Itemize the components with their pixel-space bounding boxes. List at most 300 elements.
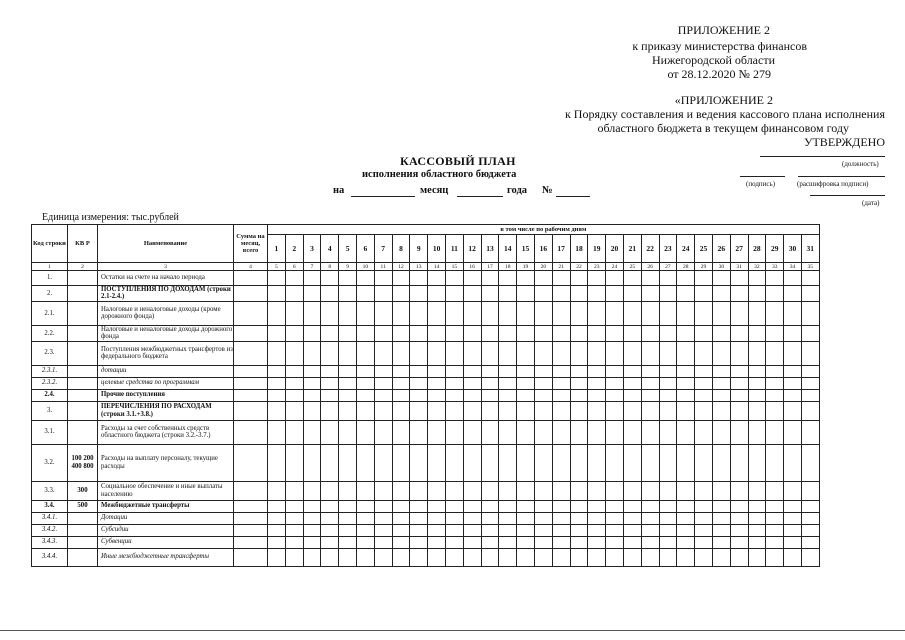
row-code: 2.: [32, 286, 68, 302]
row-day-cell: [801, 365, 819, 377]
row-day-cell: [268, 377, 286, 389]
row-day-cell: [463, 389, 481, 401]
row-day-cell: [801, 500, 819, 512]
row-day-cell: [570, 524, 588, 536]
row-day-cell: [677, 536, 695, 548]
row-day-cell: [784, 536, 802, 548]
row-day-cell: [303, 389, 321, 401]
row-day-cell: [641, 444, 659, 481]
row-code: 3.4.1.: [32, 512, 68, 524]
col-number-16: 16: [463, 263, 481, 271]
row-day-cell: [570, 286, 588, 302]
plan-month-line: [457, 196, 503, 197]
row-kvr: [68, 325, 98, 341]
row-day-cell: [784, 341, 802, 365]
row-day-cell: [374, 271, 392, 286]
row-day-cell: [784, 286, 802, 302]
table-row: [32, 548, 820, 566]
row-day-cell: [534, 524, 552, 536]
row-day-cell: [659, 420, 677, 444]
row-day-cell: [588, 271, 606, 286]
row-day-cell: [623, 420, 641, 444]
row-day-cell: [356, 524, 374, 536]
col-number-15: 15: [445, 263, 463, 271]
header-day-23: 23: [659, 235, 677, 263]
col-number-24: 24: [606, 263, 624, 271]
row-day-cell: [463, 301, 481, 325]
row-day-cell: [392, 271, 410, 286]
row-day-cell: [801, 401, 819, 420]
col-number-9: 9: [339, 263, 357, 271]
header-day-20: 20: [606, 235, 624, 263]
row-day-cell: [588, 500, 606, 512]
row-day-cell: [552, 536, 570, 548]
row-day-cell: [552, 286, 570, 302]
row-day-cell: [730, 341, 748, 365]
row-day-cell: [534, 325, 552, 341]
row-kvr: 500: [68, 500, 98, 512]
row-day-cell: [481, 325, 499, 341]
row-day-cell: [606, 325, 624, 341]
row-day-cell: [623, 548, 641, 566]
row-day-cell: [339, 325, 357, 341]
row-name: целевые средства по программам: [98, 377, 234, 389]
row-day-cell: [499, 271, 517, 286]
row-day-cell: [303, 500, 321, 512]
row-day-cell: [552, 401, 570, 420]
row-sum: [234, 548, 268, 566]
row-day-cell: [623, 500, 641, 512]
row-day-cell: [570, 325, 588, 341]
row-day-cell: [570, 301, 588, 325]
row-day-cell: [463, 401, 481, 420]
row-day-cell: [285, 500, 303, 512]
row-day-cell: [623, 377, 641, 389]
row-sum: [234, 420, 268, 444]
row-day-cell: [606, 377, 624, 389]
header-day-15: 15: [517, 235, 535, 263]
row-day-cell: [534, 500, 552, 512]
row-day-cell: [481, 341, 499, 365]
row-day-cell: [748, 377, 766, 389]
row-day-cell: [410, 512, 428, 524]
row-day-cell: [517, 341, 535, 365]
row-day-cell: [481, 481, 499, 500]
position-line: [760, 156, 885, 157]
row-day-cell: [730, 301, 748, 325]
row-day-cell: [552, 325, 570, 341]
row-day-cell: [588, 401, 606, 420]
header-sum: Сумма на месяц, всего: [234, 225, 268, 263]
row-day-cell: [285, 271, 303, 286]
row-day-cell: [285, 325, 303, 341]
row-day-cell: [588, 301, 606, 325]
row-day-cell: [410, 286, 428, 302]
row-day-cell: [766, 500, 784, 512]
row-day-cell: [570, 481, 588, 500]
row-day-cell: [321, 325, 339, 341]
row-day-cell: [534, 512, 552, 524]
row-day-cell: [659, 512, 677, 524]
row-day-cell: [748, 401, 766, 420]
row-day-cell: [428, 524, 446, 536]
row-day-cell: [623, 365, 641, 377]
row-code: 3.1.: [32, 420, 68, 444]
row-day-cell: [659, 365, 677, 377]
row-day-cell: [374, 481, 392, 500]
row-kvr: 300: [68, 481, 98, 500]
row-day-cell: [784, 444, 802, 481]
plan-number-line: [556, 196, 590, 197]
row-day-cell: [748, 271, 766, 286]
row-day-cell: [730, 365, 748, 377]
row-sum: [234, 524, 268, 536]
row-day-cell: [268, 481, 286, 500]
row-day-cell: [623, 301, 641, 325]
row-sum: [234, 389, 268, 401]
row-day-cell: [499, 341, 517, 365]
row-day-cell: [712, 536, 730, 548]
row-day-cell: [499, 420, 517, 444]
approved-label: УТВЕРЖДЕНО: [803, 135, 885, 149]
row-day-cell: [481, 444, 499, 481]
row-day-cell: [517, 271, 535, 286]
row-day-cell: [517, 325, 535, 341]
row-day-cell: [499, 548, 517, 566]
header-day-27: 27: [730, 235, 748, 263]
row-day-cell: [534, 389, 552, 401]
row-kvr: [68, 512, 98, 524]
row-day-cell: [588, 524, 606, 536]
header-day-8: 8: [392, 235, 410, 263]
col-number-6: 6: [285, 263, 303, 271]
row-day-cell: [695, 389, 713, 401]
row-day-cell: [766, 401, 784, 420]
row-day-cell: [748, 341, 766, 365]
row-day-cell: [339, 365, 357, 377]
row-day-cell: [588, 444, 606, 481]
row-day-cell: [534, 365, 552, 377]
row-day-cell: [784, 481, 802, 500]
row-day-cell: [784, 548, 802, 566]
row-day-cell: [321, 500, 339, 512]
row-day-cell: [784, 325, 802, 341]
table-row: [32, 286, 820, 302]
row-day-cell: [410, 444, 428, 481]
row-day-cell: [445, 286, 463, 302]
row-day-cell: [534, 481, 552, 500]
row-kvr: 100 200 400 800: [68, 444, 98, 481]
row-day-cell: [641, 420, 659, 444]
row-day-cell: [712, 524, 730, 536]
header-day-25: 25: [695, 235, 713, 263]
row-day-cell: [463, 271, 481, 286]
col-number-14: 14: [428, 263, 446, 271]
row-day-cell: [428, 341, 446, 365]
row-day-cell: [410, 389, 428, 401]
row-day-cell: [570, 548, 588, 566]
row-day-cell: [356, 389, 374, 401]
col-number-2: 2: [68, 263, 98, 271]
row-day-cell: [285, 524, 303, 536]
row-day-cell: [552, 444, 570, 481]
row-day-cell: [623, 325, 641, 341]
header-day-24: 24: [677, 235, 695, 263]
row-day-cell: [392, 481, 410, 500]
row-name: Субвенции: [98, 536, 234, 548]
header-day-9: 9: [410, 235, 428, 263]
row-day-cell: [481, 389, 499, 401]
plan-period-line: [351, 196, 415, 197]
row-day-cell: [463, 325, 481, 341]
row-day-cell: [695, 481, 713, 500]
row-day-cell: [677, 341, 695, 365]
row-day-cell: [499, 377, 517, 389]
row-day-cell: [534, 377, 552, 389]
row-day-cell: [588, 341, 606, 365]
row-day-cell: [445, 325, 463, 341]
signature-caption: (подпись): [746, 180, 776, 188]
row-day-cell: [784, 271, 802, 286]
row-day-cell: [801, 548, 819, 566]
decoding-line: [798, 176, 885, 177]
row-day-cell: [517, 481, 535, 500]
row-day-cell: [570, 365, 588, 377]
row-day-cell: [517, 548, 535, 566]
row-day-cell: [801, 271, 819, 286]
header-day-16: 16: [534, 235, 552, 263]
row-day-cell: [392, 512, 410, 524]
col-number-31: 31: [730, 263, 748, 271]
row-day-cell: [517, 536, 535, 548]
row-day-cell: [517, 301, 535, 325]
row-day-cell: [410, 500, 428, 512]
row-day-cell: [570, 389, 588, 401]
row-day-cell: [499, 286, 517, 302]
row-day-cell: [695, 301, 713, 325]
row-day-cell: [374, 365, 392, 377]
row-day-cell: [303, 377, 321, 389]
row-name: Налоговые и неналоговые доходы (кроме дорожного фонда): [98, 301, 234, 325]
header-day-21: 21: [623, 235, 641, 263]
row-day-cell: [321, 420, 339, 444]
row-day-cell: [801, 389, 819, 401]
unit-label: Единица измерения: тыс.рублей: [42, 212, 179, 223]
table-row: [32, 401, 820, 420]
row-kvr: [68, 401, 98, 420]
row-day-cell: [784, 389, 802, 401]
row-day-cell: [392, 286, 410, 302]
row-day-cell: [766, 444, 784, 481]
row-day-cell: [374, 548, 392, 566]
row-day-cell: [606, 286, 624, 302]
row-day-cell: [463, 524, 481, 536]
row-day-cell: [321, 524, 339, 536]
row-day-cell: [303, 512, 321, 524]
cash-plan-table: [31, 224, 820, 567]
row-day-cell: [303, 365, 321, 377]
row-name: ПЕРЕЧИСЛЕНИЯ ПО РАСХОДАМ (строки 3.1.+3.8.): [98, 401, 234, 420]
row-day-cell: [534, 548, 552, 566]
row-day-cell: [268, 286, 286, 302]
row-day-cell: [321, 286, 339, 302]
row-day-cell: [499, 325, 517, 341]
row-day-cell: [285, 377, 303, 389]
row-day-cell: [392, 301, 410, 325]
row-day-cell: [499, 536, 517, 548]
row-kvr: [68, 377, 98, 389]
signature-line: [740, 176, 785, 177]
row-day-cell: [392, 420, 410, 444]
row-day-cell: [285, 481, 303, 500]
row-day-cell: [570, 500, 588, 512]
row-day-cell: [623, 512, 641, 524]
row-code: 3.: [32, 401, 68, 420]
row-day-cell: [463, 536, 481, 548]
header-day-2: 2: [285, 235, 303, 263]
row-day-cell: [748, 548, 766, 566]
row-name: ПОСТУПЛЕНИЯ ПО ДОХОДАМ (строки 2.1-2.4.): [98, 286, 234, 302]
row-day-cell: [641, 401, 659, 420]
row-day-cell: [517, 389, 535, 401]
row-day-cell: [641, 481, 659, 500]
col-number-8: 8: [321, 263, 339, 271]
row-day-cell: [445, 377, 463, 389]
col-number-5: 5: [268, 263, 286, 271]
row-day-cell: [659, 536, 677, 548]
row-day-cell: [268, 444, 286, 481]
row-day-cell: [356, 444, 374, 481]
row-sum: [234, 444, 268, 481]
row-day-cell: [677, 524, 695, 536]
row-kvr: [68, 524, 98, 536]
row-day-cell: [321, 341, 339, 365]
header-day-28: 28: [748, 235, 766, 263]
row-day-cell: [445, 512, 463, 524]
row-day-cell: [374, 377, 392, 389]
row-day-cell: [677, 389, 695, 401]
row-day-cell: [801, 536, 819, 548]
row-day-cell: [623, 481, 641, 500]
row-day-cell: [534, 444, 552, 481]
row-day-cell: [730, 548, 748, 566]
row-sum: [234, 401, 268, 420]
row-day-cell: [695, 548, 713, 566]
header-code: Код строки: [32, 225, 68, 263]
row-day-cell: [766, 481, 784, 500]
row-day-cell: [356, 365, 374, 377]
header-day-11: 11: [445, 235, 463, 263]
row-day-cell: [481, 512, 499, 524]
row-day-cell: [339, 524, 357, 536]
row-kvr: [68, 286, 98, 302]
row-day-cell: [552, 301, 570, 325]
row-day-cell: [356, 377, 374, 389]
row-day-cell: [677, 271, 695, 286]
row-day-cell: [766, 365, 784, 377]
row-day-cell: [517, 512, 535, 524]
header-day-19: 19: [588, 235, 606, 263]
row-day-cell: [801, 341, 819, 365]
row-day-cell: [268, 548, 286, 566]
row-code: 2.3.2.: [32, 377, 68, 389]
row-kvr: [68, 365, 98, 377]
row-day-cell: [445, 500, 463, 512]
row-day-cell: [410, 301, 428, 325]
row-day-cell: [534, 401, 552, 420]
row-day-cell: [321, 377, 339, 389]
row-day-cell: [463, 500, 481, 512]
table-row: [32, 481, 820, 500]
row-day-cell: [499, 389, 517, 401]
row-day-cell: [481, 536, 499, 548]
row-day-cell: [517, 401, 535, 420]
row-day-cell: [730, 524, 748, 536]
row-day-cell: [748, 500, 766, 512]
row-day-cell: [445, 341, 463, 365]
row-day-cell: [428, 325, 446, 341]
row-day-cell: [428, 365, 446, 377]
row-day-cell: [321, 389, 339, 401]
row-kvr: [68, 389, 98, 401]
col-number-1: 1: [32, 263, 68, 271]
row-day-cell: [588, 536, 606, 548]
row-day-cell: [481, 401, 499, 420]
row-day-cell: [463, 365, 481, 377]
row-day-cell: [410, 536, 428, 548]
row-day-cell: [356, 420, 374, 444]
row-day-cell: [356, 325, 374, 341]
row-day-cell: [374, 301, 392, 325]
table-row: [32, 341, 820, 365]
row-day-cell: [517, 500, 535, 512]
row-day-cell: [784, 512, 802, 524]
row-day-cell: [712, 286, 730, 302]
row-day-cell: [517, 420, 535, 444]
row-day-cell: [784, 301, 802, 325]
plan-number-label: №: [542, 185, 553, 196]
row-day-cell: [303, 341, 321, 365]
row-day-cell: [588, 325, 606, 341]
row-day-cell: [712, 301, 730, 325]
header-day-3: 3: [303, 235, 321, 263]
row-day-cell: [606, 500, 624, 512]
col-number-29: 29: [695, 263, 713, 271]
row-day-cell: [285, 420, 303, 444]
row-day-cell: [748, 536, 766, 548]
row-day-cell: [748, 365, 766, 377]
row-day-cell: [392, 325, 410, 341]
row-day-cell: [356, 271, 374, 286]
row-day-cell: [428, 271, 446, 286]
row-day-cell: [356, 341, 374, 365]
row-day-cell: [641, 365, 659, 377]
row-day-cell: [321, 301, 339, 325]
row-sum: [234, 341, 268, 365]
row-day-cell: [392, 377, 410, 389]
row-day-cell: [695, 377, 713, 389]
inner-appendix-line-2: областного бюджета в текущем финансовом году: [597, 121, 849, 135]
row-day-cell: [428, 420, 446, 444]
row-day-cell: [606, 365, 624, 377]
header-day-4: 4: [321, 235, 339, 263]
row-day-cell: [659, 500, 677, 512]
row-day-cell: [588, 286, 606, 302]
plan-title: КАССОВЫЙ ПЛАН: [400, 154, 516, 168]
row-day-cell: [766, 286, 784, 302]
row-day-cell: [410, 271, 428, 286]
row-day-cell: [339, 377, 357, 389]
